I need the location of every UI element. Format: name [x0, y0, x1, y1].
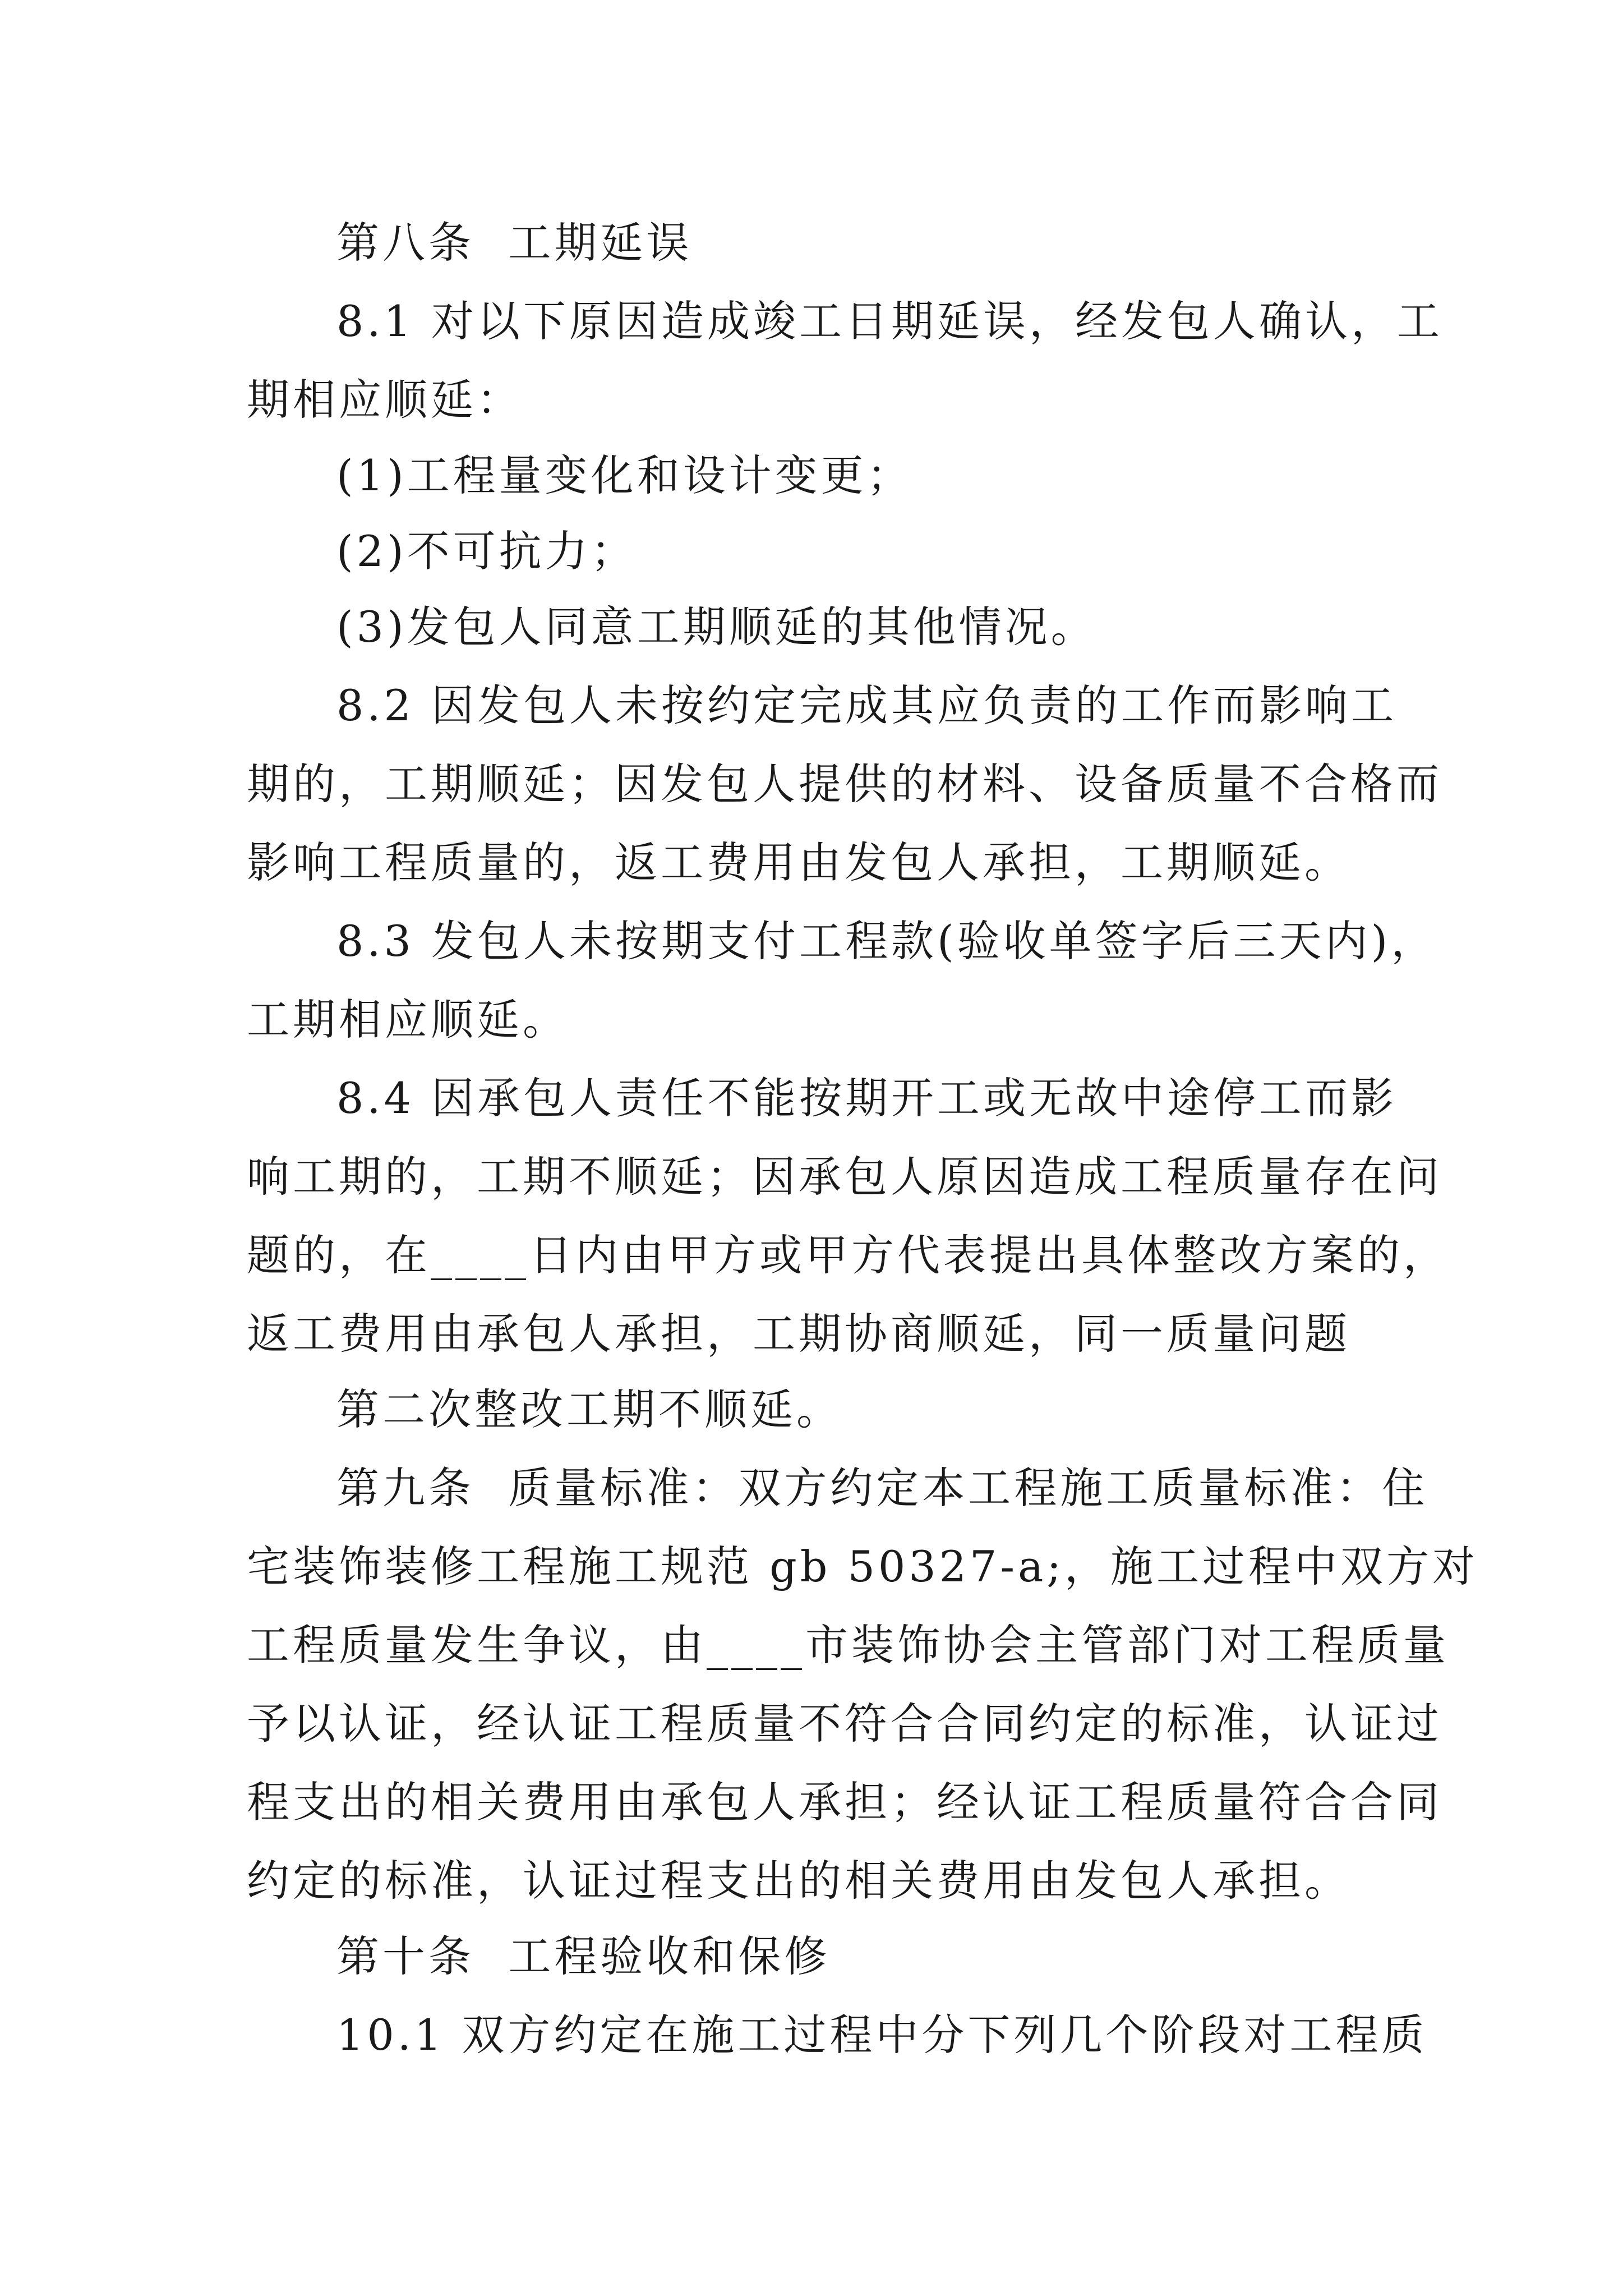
clause-8-1-line-1: 8.1 对以下原因造成竣工日期延误，经发包人确认，工 [336, 296, 1444, 346]
list-item-1: (1)工程量变化和设计变更； [336, 450, 913, 500]
article-9-line-4: 予以认证，经认证工程质量不符合合同约定的标准，认证过 [247, 1699, 1442, 1749]
clause-8-3-line-2: 工期相应顺延。 [247, 995, 569, 1045]
clause-8-4-line-5: 第二次整改工期不顺延。 [336, 1384, 842, 1434]
clause-8-2-line-2: 期的，工期顺延；因发包人提供的材料、设备质量不合格而 [247, 759, 1442, 809]
list-item-2: (2)不可抗力； [336, 526, 637, 576]
clause-8-2-line-1: 8.2 因发包人未按约定完成其应负责的工作而影响工 [336, 680, 1398, 730]
clause-8-4-line-2: 响工期的，工期不顺延；因承包人原因造成工程质量存在问 [247, 1152, 1442, 1202]
clause-8-4-line-1: 8.4 因承包人责任不能按期开工或无故中途停工而影 [336, 1073, 1398, 1123]
clause-10-1-line-1: 10.1 双方约定在施工过程中分下列几个阶段对工程质 [336, 2010, 1428, 2060]
article-9-line-5: 程支出的相关费用由承包人承担；经认证工程质量符合合同 [247, 1777, 1442, 1827]
article-10-heading: 第十条 工程验收和保修 [336, 1931, 831, 1981]
article-9-line-6: 约定的标准，认证过程支出的相关费用由发包人承担。 [247, 1856, 1350, 1906]
clause-8-3-line-1: 8.3 发包人未按期支付工程款(验收单签字后三天内)， [336, 916, 1437, 966]
clause-8-2-line-3: 影响工程质量的，返工费用由发包人承担，工期顺延。 [247, 838, 1350, 887]
article-8-heading: 第八条 工期延误 [336, 218, 693, 268]
clause-8-4-line-4: 返工费用由承包人承担，工期协商顺延，同一质量问题 [247, 1309, 1350, 1359]
clause-8-1-line-2: 期相应顺延： [247, 375, 523, 425]
article-9-line-1: 第九条 质量标准：双方约定本工程施工质量标准：住 [336, 1463, 1428, 1513]
clause-8-4-line-3: 题的，在____日内由甲方或甲方代表提出具体整改方案的， [247, 1230, 1449, 1280]
list-item-3: (3)发包人同意工期顺延的其他情况。 [336, 602, 1097, 652]
article-9-line-3: 工程质量发生争议，由____市装饰协会主管部门对工程质量 [247, 1620, 1449, 1670]
article-9-line-2: 宅装饰装修工程施工规范 gb 50327-a;，施工过程中双方对 [247, 1542, 1478, 1591]
